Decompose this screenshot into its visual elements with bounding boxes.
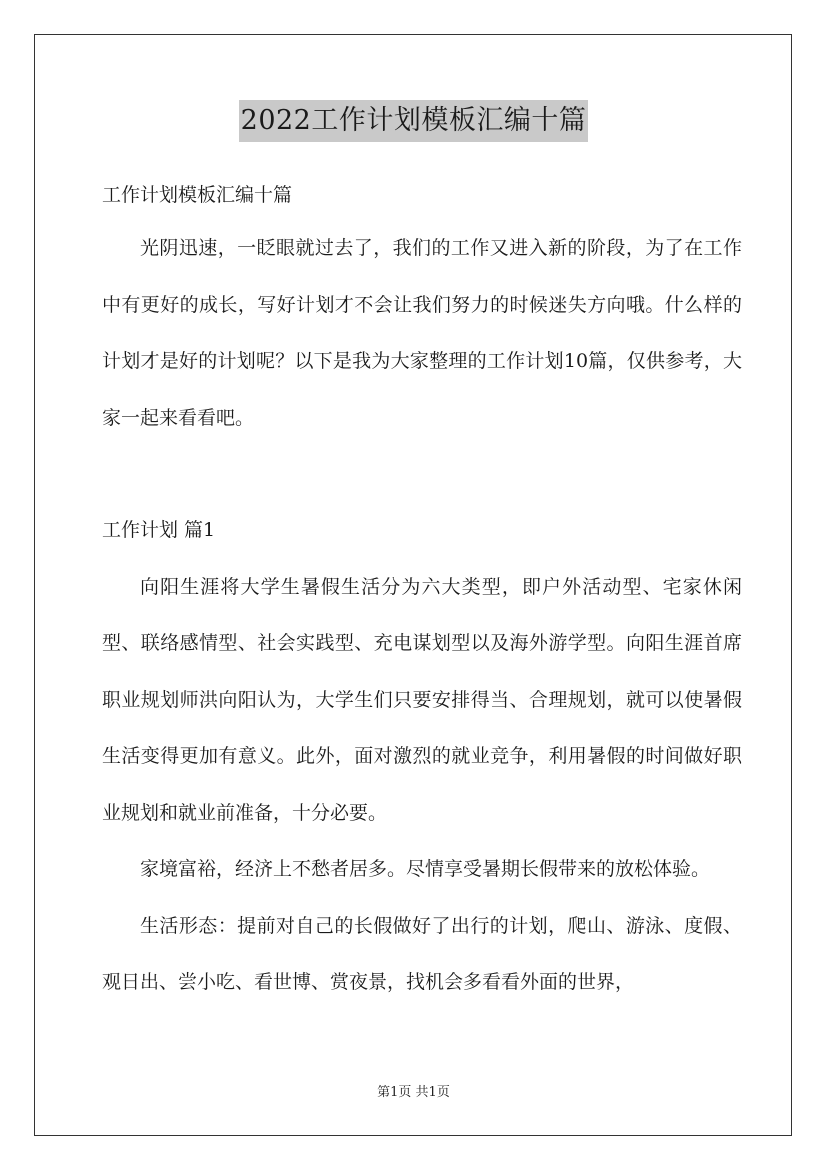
page-footer: 第1页 共1页 xyxy=(377,1085,450,1100)
document-subtitle: 工作计划模板汇编十篇 xyxy=(102,184,293,206)
body-paragraph: 生活形态：提前对自己的长假做好了出行的计划，爬山、游泳、度假、观日出、尝小吃、看世博、赏夜景，找机会多看看外面的世界， xyxy=(102,914,742,993)
document-title: 2022工作计划模板汇编十篇 xyxy=(239,100,589,142)
body-paragraph: 向阳生涯将大学生暑假生活分为六大类型，即户外活动型、宅家休闲型、联络感情型、社会实践型、充电谋划型以及海外游学型。向阳生涯首席职业规划师洪向阳认为，大学生们只要安排得当、合理规划，就可以使暑假生活变得更加有意义。此外，面对激烈的就业竞争，利用暑假的时间做好职业规划和就业前准备，十分必要。 xyxy=(102,575,742,824)
body-paragraph: 家境富裕，经济上不愁者居多。尽情享受暑期长假带来的放松体验。 xyxy=(140,858,711,880)
section-heading: 工作计划 篇1 xyxy=(102,519,216,541)
title-container xyxy=(0,100,827,142)
intro-paragraph: 光阴迅速，一眨眼就过去了，我们的工作又进入新的阶段，为了在工作中有更好的成长，写好计划才不会让我们努力的时候迷失方向哦。什么样的计划才是好的计划呢？以下是我为大家整理的工作计划10篇，仅供参考，大家一起来看看吧。 xyxy=(102,237,742,429)
document-body xyxy=(102,172,742,1011)
